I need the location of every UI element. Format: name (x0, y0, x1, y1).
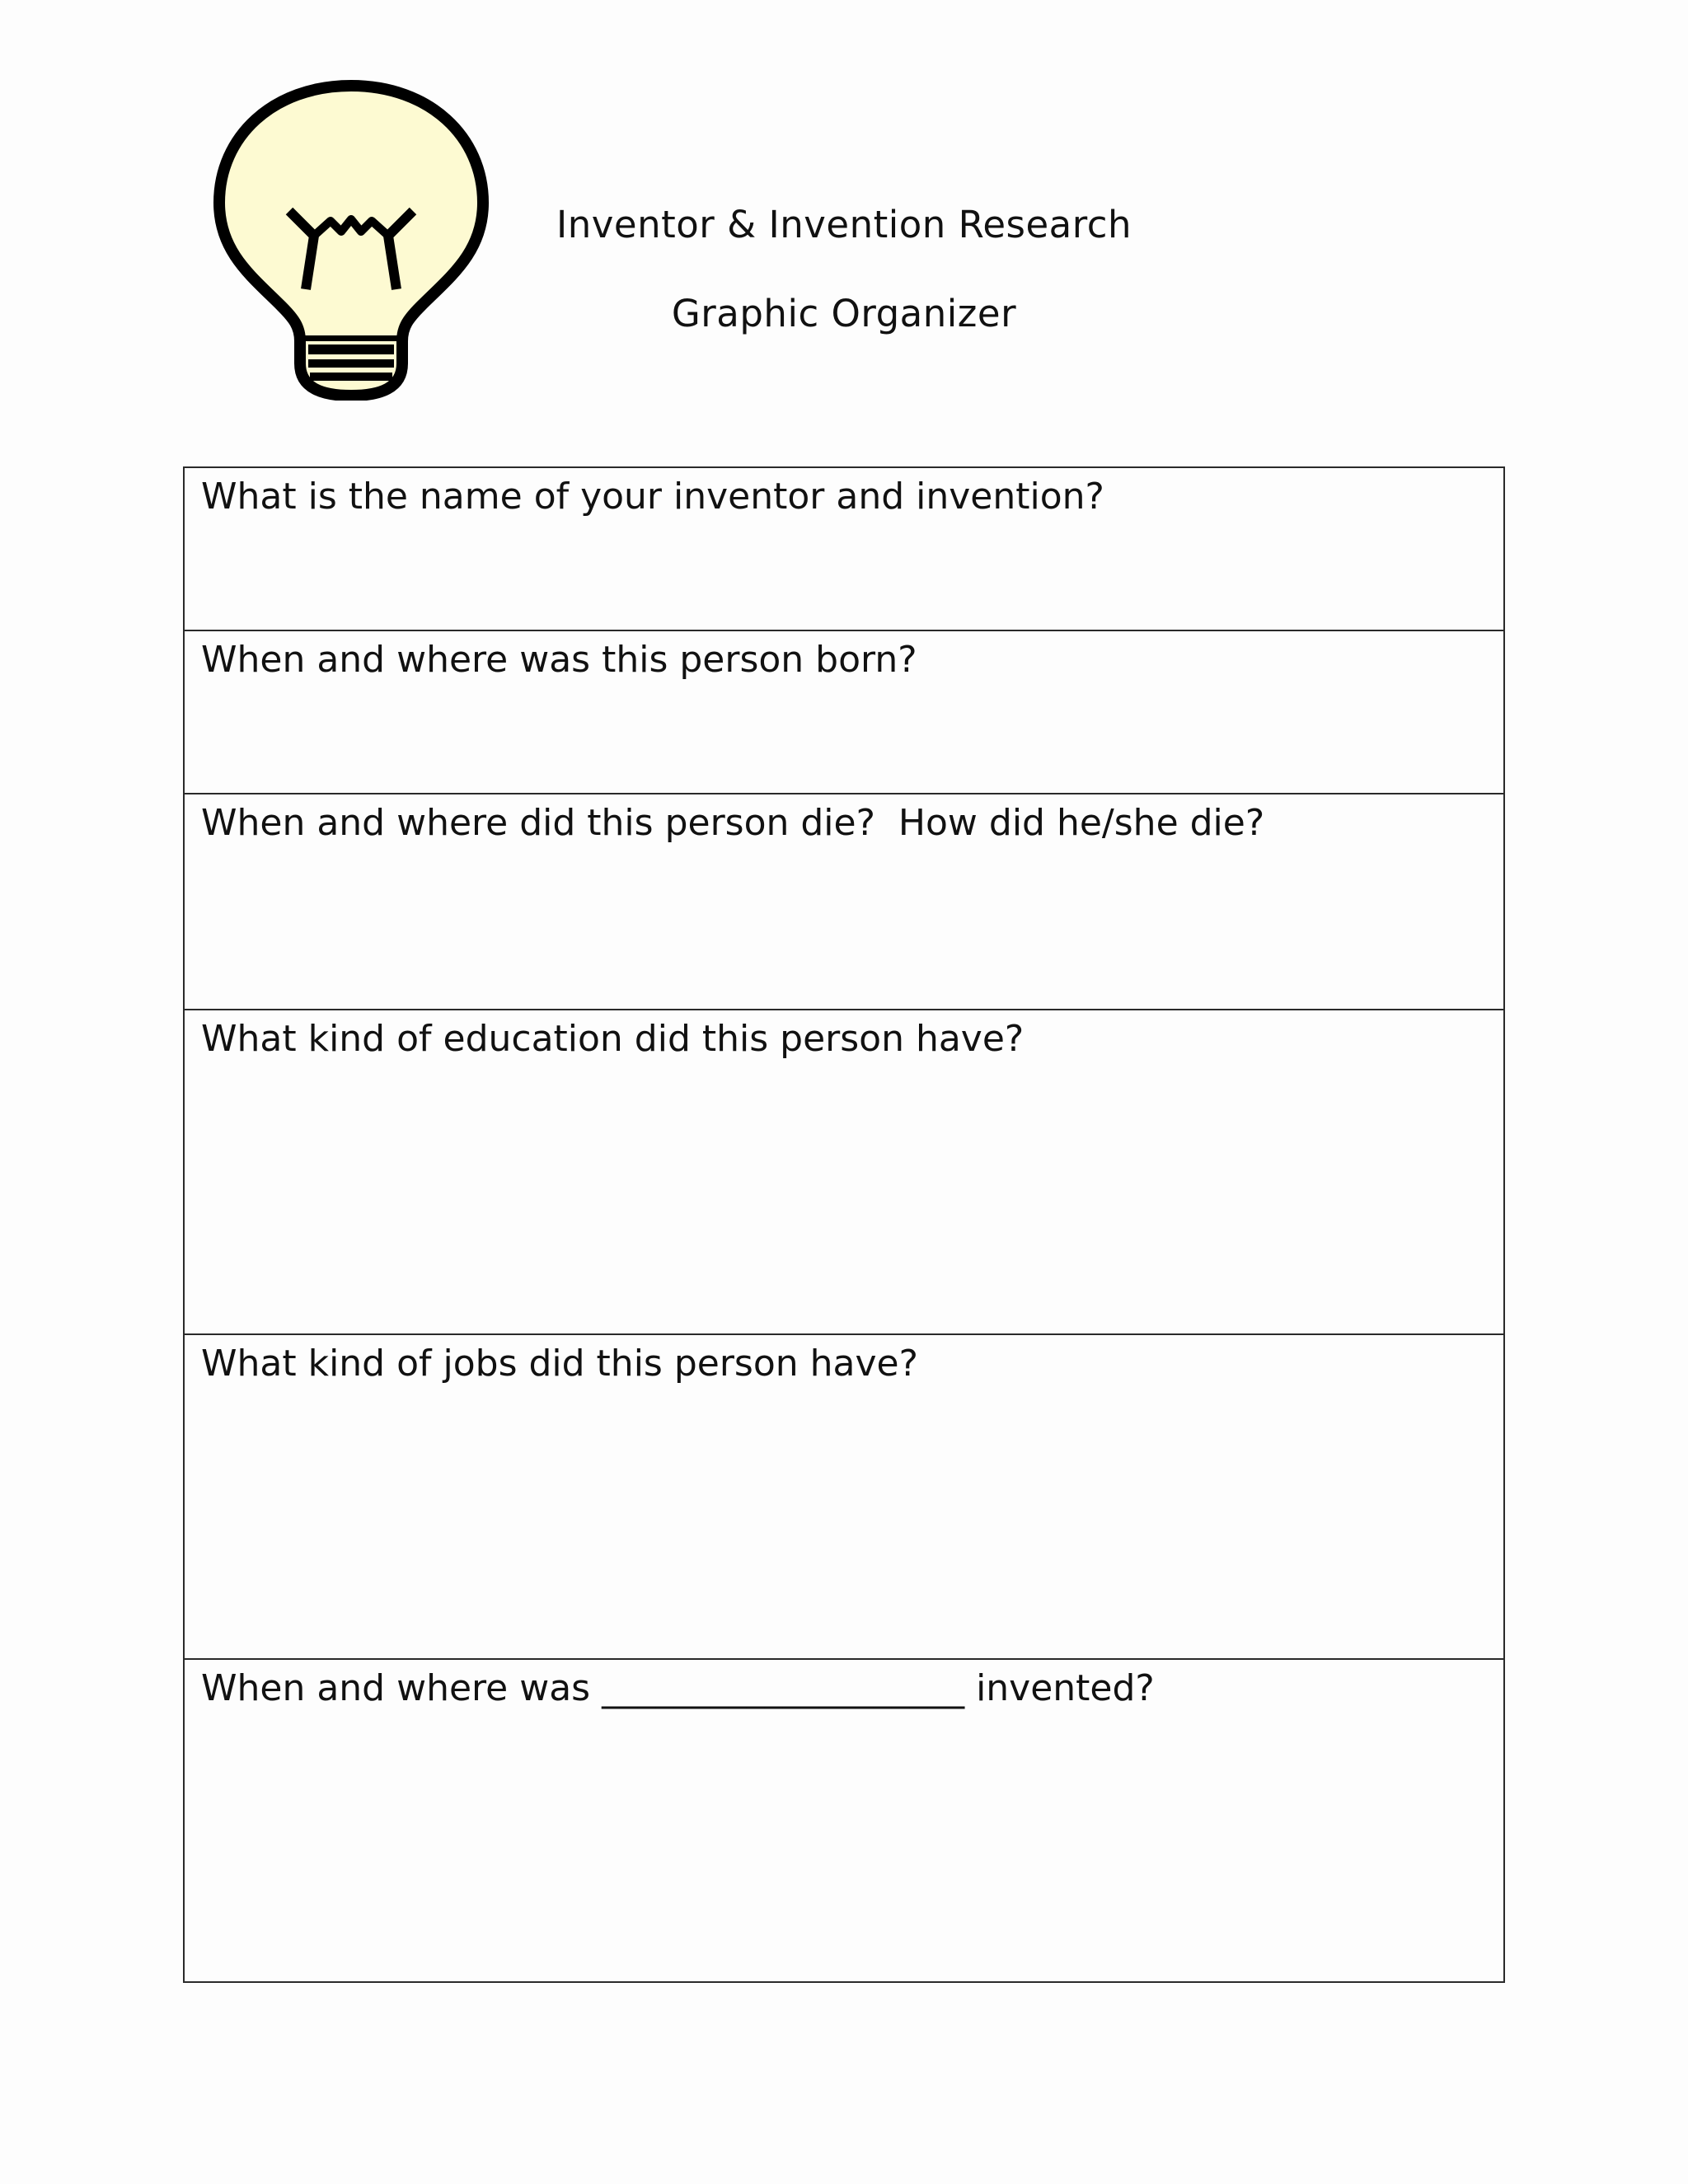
answer-box-education[interactable] (185, 1010, 1503, 1335)
page-subtitle: Graphic Organizer (671, 292, 1017, 335)
organizer-table (183, 466, 1505, 1983)
question-label: What is the name of your inventor and invention? (201, 476, 1104, 518)
question-label: When and where was ____________________ invented? (201, 1667, 1155, 1709)
question-label: What kind of jobs did this person have? (201, 1343, 918, 1385)
question-label: When and where did this person die? How did he/she die? (201, 802, 1265, 844)
question-label: What kind of education did this person have? (201, 1018, 1025, 1060)
answer-box-inventor-name[interactable] (185, 468, 1503, 631)
answer-box-jobs[interactable] (185, 1335, 1503, 1660)
page-title: Inventor & Invention Research (556, 203, 1132, 246)
answer-box-death[interactable] (185, 794, 1503, 1010)
question-label: When and where was this person born? (201, 639, 917, 681)
answer-box-birth[interactable] (185, 631, 1503, 794)
answer-box-invention-date[interactable] (185, 1660, 1503, 1983)
